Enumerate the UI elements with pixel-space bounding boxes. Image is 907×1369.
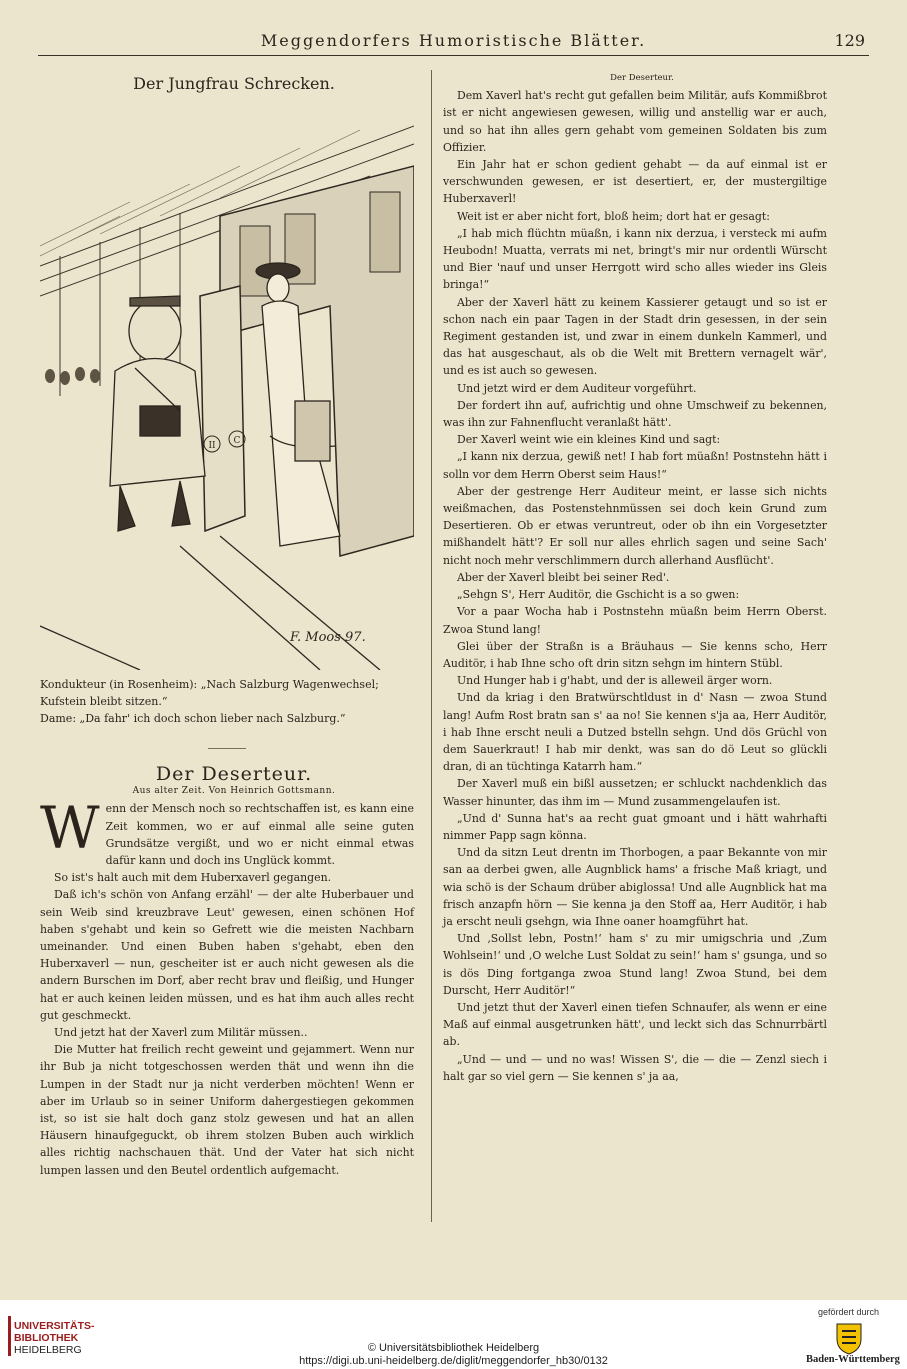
paragraph: Aber der Xaverl bleibt bei seiner Red'.	[457, 570, 670, 584]
story-column-left	[40, 763, 414, 1179]
paragraph: Und ‚Sollst lebn, Postn!‘ ham s' zu mir umigschria und ‚Zum Wohlsein!‘ und ‚O welche Lust Soldat zu sein!‘ ham s' gsunga, und so is dös Ding fortganga zwoa Stund lang! Zwoa Stund, bei dem Durscht, Herr Auditör!“	[443, 932, 827, 997]
story-column-right	[443, 70, 827, 1085]
caption-conductor: Kondukteur (in Rosenheim): „Nach Salzburg Wagenwechsel; Kufstein bleibt sitzen.“	[40, 678, 379, 708]
separator-rule	[208, 748, 246, 749]
paragraph: Aber der Xaverl hätt zu keinem Kassierer getaugt und so ist er schon nach ein paar Tagen in der Stadt drin gesessen, in der sein Regiment gestanden ist, und zwar in einem dunkeln Kammerl, und das hat ausgeschaut, als ob die Welt mit Brettern vernagelt wär', und es ist auch so gewesen.	[443, 295, 827, 378]
library-line-1: UNIVERSITÄTS-	[14, 1320, 95, 1332]
paragraph: Und Hunger hab i g'habt, und der is alleweil ärger worn.	[457, 674, 773, 688]
story-title: Der Deserteur.	[155, 763, 313, 785]
paragraph: „I kann nix derzua, gewiß net! I hab fort müaßn! Postnstehn hätt i solln vor dem Herrn Oberst seim Haus!“	[443, 450, 827, 481]
page-number: 129	[834, 31, 865, 50]
source-url[interactable]: https://digi.ub.uni-heidelberg.de/diglit/meggendorfer_hb30/0132	[299, 1355, 608, 1367]
paragraph: Aber der gestrenge Herr Auditeur meint, er lasse sich nichts weißmachen, das Postenstehnmüssen sei doch kein Grund zum Desertieren. Ob er etwas veruntreut, oder ob ihn ein Vorgesetzter mißhandelt hätt'? Er soll nur alles ehrlich sagen und seine Sach' nicht noch mehr verschlimmern durch allerhand Ausflücht'.	[443, 484, 827, 567]
magazine-title: Meggendorfers Humoristische Blätter.	[260, 31, 647, 50]
separator-left	[40, 748, 414, 749]
paragraph: Glei über der Straßn is a Bräuhaus — Sie kenns scho, Herr Auditör, i hab Ihne scho oft drin sitzn sehgn im hintern Stübl.	[443, 639, 827, 670]
running-header	[38, 27, 869, 56]
story-byline: Aus alter Zeit. Von Heinrich Gottsmann.	[132, 786, 336, 797]
train-illustration	[40, 106, 414, 670]
library-line-3: HEIDELBERG	[14, 1344, 82, 1356]
paragraph: Und jetzt hat der Xaverl zum Militär müssen..	[54, 1026, 308, 1040]
paragraph: Und jetzt wird er dem Auditeur vorgeführt.	[457, 381, 697, 395]
column-divider	[431, 70, 432, 1222]
paragraph: So ist's halt auch mit dem Huberxaverl gegangen.	[54, 871, 332, 885]
paragraph: Der fordert ihn auf, aufrichtig und ohne Umschweif zu bekennen, was ihn zur Fahnenflucht veranlaßt hätt'.	[443, 398, 827, 430]
paragraph: Daß ich's schön von Anfang erzähl' — der alte Huberbauer und sein Weib sind kreuzbrave Leut' gewesen, einen schönen Hof haben s'gehabt und kein so Gefrett wie die meisten Nachbarn umeinander. Und einen Buben haben s'gehabt, eben den Huberxaverl — nun, gescheiter ist er auch nicht gewesen als die andern Burschen im Dorf, aber recht brav und fleißig, und Hunger hat er auch keinen leiden müssen, und es hat ihm auch alles recht gut geschmeckt.	[40, 888, 414, 1022]
copyright-text: © Universitätsbibliothek Heidelberg	[367, 1342, 540, 1354]
paragraph: Und da kriag i den Bratwürschtldust in d' Nasn — zwoa Stund lang! Aufm Rost bratn san s' aa no! Sie kennen s'ja aa, Herr Auditör, i hab Ihne erscht neuli a Dutzed bstelln sehgn. Und dös Grüchl von dem Sauerkraut! I hab mir denkt, was san do dö Leut so glückli dran, di an tüchtinga Katarrh ham.“	[443, 691, 827, 774]
paragraph: Vor a paar Wocha hab i Postnstehn müaßn beim Herrn Oberst. Zwoa Stund lang!	[443, 605, 827, 636]
copyright-block	[0, 1342, 907, 1368]
artist-signature: F. Moos 97.	[290, 630, 366, 645]
sponsor-name[interactable]: Baden-Württemberg	[806, 1354, 900, 1365]
caption-block	[40, 676, 414, 727]
paragraph: Und da sitzn Leut drentn im Thorbogen, a paar Bekannte von mir san aa derbei gwen, alle Augnblick hams' a frische Maß kriagt, und wia schö is der Schaum drüber abiglossa! Und alle Augnblick hat ma frisch anzapfn hörn — Sie kenna ja den Stoff aa, Herr Auditör, i hab ja erscht neuli gsehgn, wia Ihne oaner hoamgführt hat.	[443, 846, 827, 928]
opening-text: enn der Mensch noch so rechtschaffen ist, es kann eine Zeit kommen, wo er auf einmal alle seine guten Grundsätze vergißt, und wo er nicht einmal etwas dafür kann und doch ins Unglück kommt.	[105, 802, 414, 868]
illustration-title: Der Jungfrau Schrecken.	[133, 74, 335, 93]
paragraph: „I hab mich flüchtn müaßn, i kann nix derzua, i versteck mi aufm Heubodn! Muatta, verrats mi net, bringt's mir nur ordentli Würscht und Bier 'nauf und unser Herrgott wird scho alles wieder ins Gleis bringa!“	[443, 226, 827, 292]
paragraph: Der Xaverl weint wie ein kleines Kind und sagt:	[457, 433, 721, 447]
library-line-2: BIBLIOTHEK	[14, 1332, 79, 1344]
paragraph: Der Xaverl muß ein bißl aussetzen; er schluckt nachdenklich das Wasser hinunter, das ihm im — Mund zusammengelaufen ist.	[443, 777, 827, 808]
right-running-head: Der Deserteur.	[610, 73, 674, 83]
state-coat-of-arms-icon	[834, 1321, 864, 1355]
paragraph: Dem Xaverl hat's recht gut gefallen beim Militär, aufs Kommißbrot ist er nicht angewiesen gewesen, willig und anstellig war er auch, und so hat ihn alles gern gehabt vom gemeinen Soldaten bis zum Offizier.	[443, 89, 827, 154]
paragraph: Die Mutter hat freilich recht geweint und gejammert. Wenn nur ihr Bub ja nicht totgeschossen werden thät und wenn ihn die Lumpen in der Stadt nur ja nicht verderben möchten! Wenn er aber im Urlaub so in seiner Uniform dahergestiegen gekommen ist, so ist sie halt doch ganz stolz gewesen und hat an allen Häusern hinaufgeguckt, ob ihrem stolzen Buben auch wirklich alles richtig nachschauen thät. Und der Vater hat sich nicht lumpen lassen und den Beutel ordentlich aufgemacht.	[40, 1043, 414, 1177]
sponsor-label: gefördert durch	[818, 1307, 880, 1317]
caption-lady: Dame: „Da fahr' ich doch schon lieber nach Salzburg.“	[40, 712, 346, 725]
paragraph: „Sehgn S', Herr Auditör, die Gschicht is a so gwen:	[457, 588, 740, 602]
car-class-label-2: C	[233, 436, 241, 446]
paragraph: Weit ist er aber nicht fort, bloß heim; dort hat er gesagt:	[457, 209, 770, 223]
paragraph: Ein Jahr hat er schon gedient gehabt — da auf einmal ist er verschwunden gewesen, er ist desertiert, er, der mustergiltige Huberxaverl!	[443, 158, 827, 206]
paragraph: „Und — und — und no was! Wissen S', die — die — Zenzl siech i halt gar so viel gern — Sie kennen s' ja aa,	[443, 1052, 827, 1083]
paragraph: Und jetzt thut der Xaverl einen tiefen Schnaufer, als wenn er eine Maß auf einmal ausgetrunken hätt', und leckt sich das Schnurrbärtl ab.	[443, 1000, 827, 1049]
paragraph: „Und d' Sunna hat's aa recht guat gmoant und i hätt wahrhafti nimmer Papp sagn könna.	[443, 811, 827, 842]
drop-cap: W	[40, 794, 100, 863]
opening-paragraph	[40, 794, 414, 869]
car-class-label-1: II	[208, 441, 216, 451]
illustration-title-block	[40, 75, 414, 92]
